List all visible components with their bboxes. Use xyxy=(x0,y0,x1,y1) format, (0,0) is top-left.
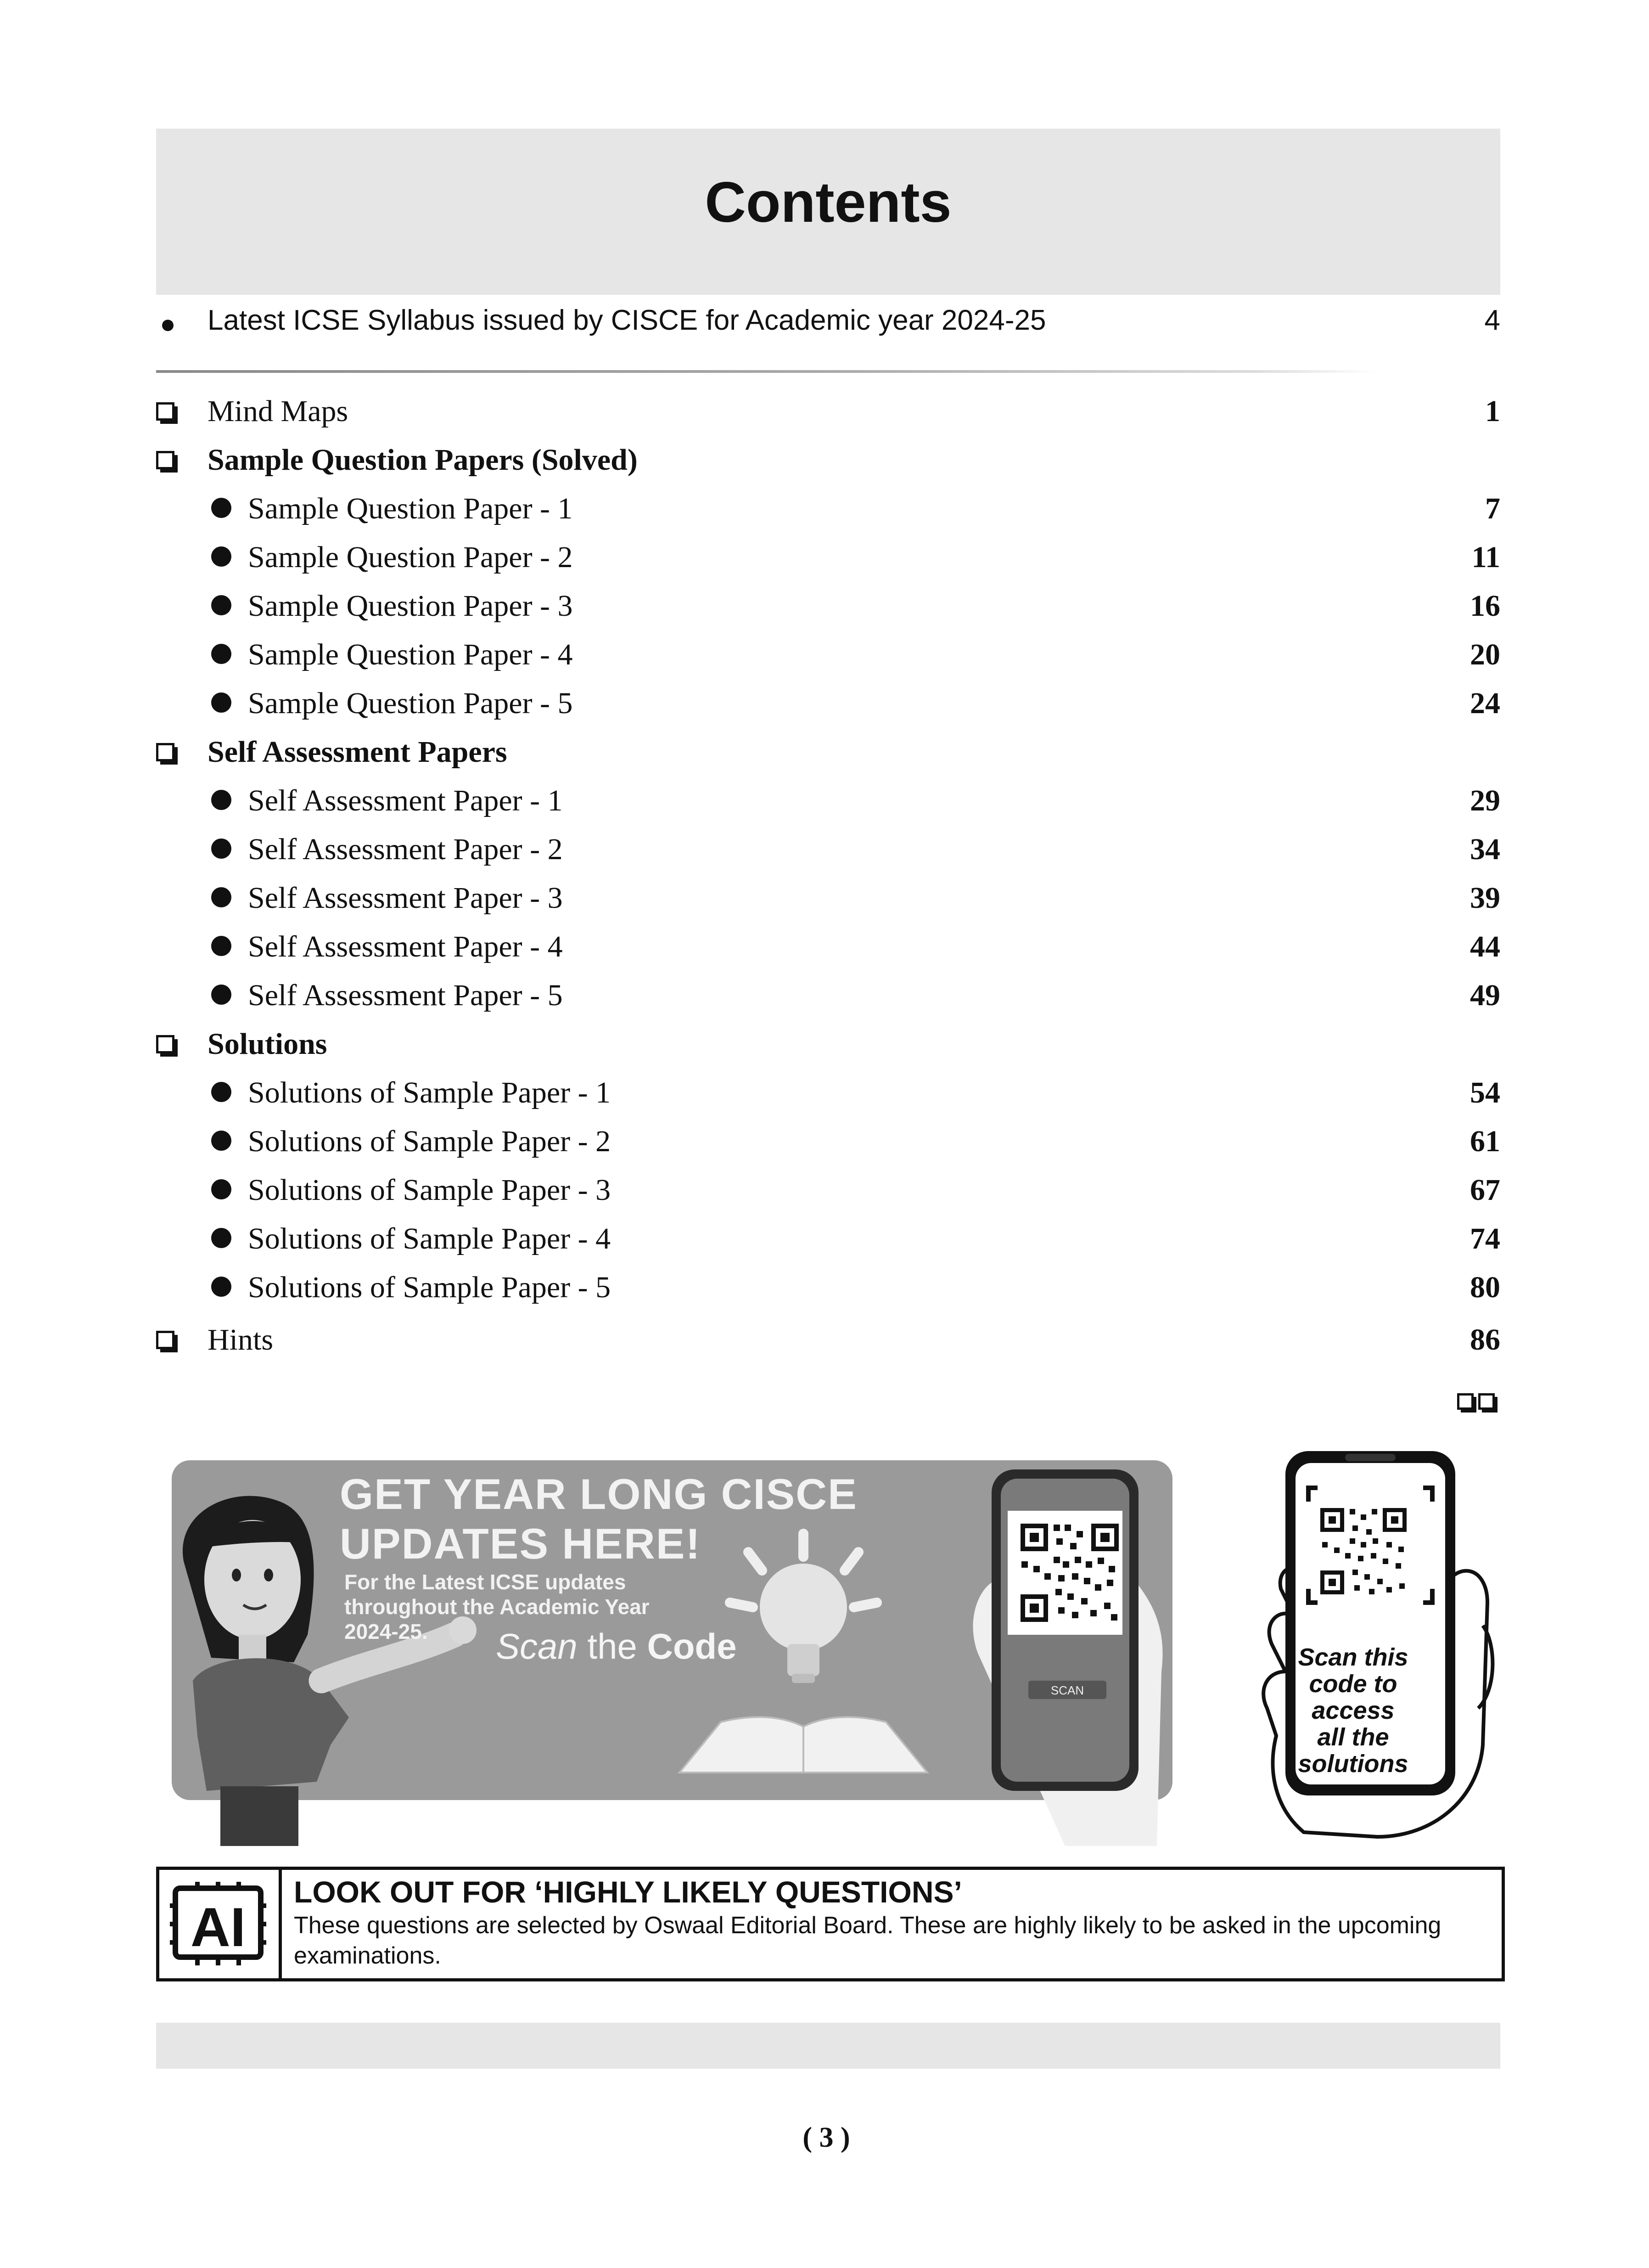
toc-page: 86 xyxy=(1470,1323,1500,1356)
checkbox-bullet-icon xyxy=(1457,1393,1474,1410)
toc-row[interactable] xyxy=(156,1221,1500,1267)
banner-subtitle-line: For the Latest ICSE updates xyxy=(344,1570,626,1594)
toc-page: 1 xyxy=(1485,394,1500,428)
toc-label: Sample Question Paper - 3 xyxy=(248,589,573,623)
toc-label: Self Assessment Papers xyxy=(208,735,507,769)
toc-page: 44 xyxy=(1470,930,1500,963)
toc-label: Solutions of Sample Paper - 3 xyxy=(248,1173,611,1207)
toc-page: 34 xyxy=(1470,833,1500,866)
scan-the-code-text xyxy=(496,1626,737,1667)
toc-label: Self Assessment Paper - 1 xyxy=(248,784,563,817)
toc-label: Self Assessment Paper - 2 xyxy=(248,833,563,866)
syllabus-page: 4 xyxy=(1484,304,1500,336)
toc-label: Sample Question Paper - 4 xyxy=(248,638,573,671)
end-of-list-marker xyxy=(1455,1390,1501,1413)
toc-row[interactable] xyxy=(156,491,1500,537)
phone-caption xyxy=(1272,1644,1435,1777)
toc-label: Hints xyxy=(208,1323,274,1356)
toc-page: 54 xyxy=(1470,1076,1500,1109)
phone-caption-line: solutions xyxy=(1298,1750,1408,1778)
round-bullet-icon xyxy=(211,1228,231,1248)
ai-logo-icon xyxy=(170,1878,266,1970)
the-word: the xyxy=(587,1626,637,1666)
scan-word: Scan xyxy=(496,1626,578,1666)
banner-title-line: GET YEAR LONG CISCE xyxy=(340,1470,858,1518)
checkbox-bullet-icon xyxy=(156,402,174,421)
qr-code-icon xyxy=(1318,1505,1409,1597)
page-title: Contents xyxy=(705,171,952,234)
round-bullet-icon xyxy=(211,790,231,810)
toc-row[interactable] xyxy=(156,540,1500,586)
round-bullet-icon xyxy=(211,1131,231,1151)
toc-label: Self Assessment Paper - 4 xyxy=(248,930,563,963)
phone-caption-line: Scan this xyxy=(1298,1643,1408,1671)
round-bullet-icon xyxy=(211,546,231,567)
round-bullet-icon xyxy=(211,644,231,664)
banner-subtitle-line: 2024-25. xyxy=(344,1620,428,1643)
toc-row[interactable] xyxy=(156,1270,1500,1316)
toc-label: Solutions xyxy=(208,1027,327,1061)
round-bullet-icon xyxy=(211,839,231,859)
toc-label: Solutions of Sample Paper - 4 xyxy=(248,1222,611,1255)
toc-row[interactable] xyxy=(156,394,1500,440)
round-bullet-icon xyxy=(211,1277,231,1297)
banner-subtitle-line: throughout the Academic Year xyxy=(344,1595,650,1619)
qr-code-icon xyxy=(1017,1520,1122,1626)
toc-label: Mind Maps xyxy=(208,394,348,428)
toc-page: 7 xyxy=(1485,492,1500,525)
toc-page: 61 xyxy=(1470,1125,1500,1158)
toc-row[interactable] xyxy=(156,978,1500,1024)
toc-label: Sample Question Paper - 2 xyxy=(248,540,573,574)
toc-page: 39 xyxy=(1470,881,1500,915)
round-bullet-icon xyxy=(211,692,231,713)
note-heading: LOOK OUT FOR ‘HIGHLY LIKELY QUESTIONS’ xyxy=(294,1875,962,1909)
toc-page: 16 xyxy=(1470,589,1500,623)
toc-page: 74 xyxy=(1470,1222,1500,1255)
toc-label: Sample Question Paper - 5 xyxy=(248,687,573,720)
toc-row[interactable] xyxy=(156,1075,1500,1121)
toc-row[interactable] xyxy=(156,735,1500,781)
toc-page: 24 xyxy=(1470,687,1500,720)
toc-row[interactable] xyxy=(156,1173,1500,1219)
toc-page: 80 xyxy=(1470,1271,1500,1304)
toc-row[interactable] xyxy=(156,1027,1500,1073)
phone-caption-line: all the xyxy=(1317,1723,1389,1751)
checkbox-bullet-icon xyxy=(156,1035,174,1053)
round-bullet-icon xyxy=(211,936,231,956)
phone-caption-line: code to xyxy=(1309,1670,1397,1698)
toc-label: Solutions of Sample Paper - 5 xyxy=(248,1271,611,1304)
phone-caption-line: access xyxy=(1312,1697,1395,1724)
toc-page: 20 xyxy=(1470,638,1500,671)
checkbox-bullet-icon xyxy=(156,743,174,761)
checkbox-bullet-icon xyxy=(156,1331,174,1349)
footer-band xyxy=(156,2023,1500,2069)
toc-label: Sample Question Paper - 1 xyxy=(248,492,573,525)
checkbox-bullet-icon xyxy=(156,451,174,469)
toc-page: 67 xyxy=(1470,1173,1500,1207)
toc-row[interactable] xyxy=(156,637,1500,683)
toc-page: 29 xyxy=(1470,784,1500,817)
round-bullet-icon xyxy=(211,498,231,518)
toc-row[interactable] xyxy=(156,929,1500,975)
toc-row[interactable] xyxy=(156,443,1500,489)
toc-label: Self Assessment Paper - 3 xyxy=(248,881,563,915)
toc-row[interactable] xyxy=(156,686,1500,732)
checkbox-bullet-icon xyxy=(1478,1393,1495,1410)
note-divider xyxy=(279,1867,282,1981)
page-number: ( 3 ) xyxy=(802,2122,850,2153)
divider-line xyxy=(156,370,1377,373)
toc-page: 11 xyxy=(1471,540,1500,574)
code-word: Code xyxy=(647,1626,737,1666)
toc-row[interactable] xyxy=(156,832,1500,878)
round-bullet-icon xyxy=(211,1082,231,1102)
toc-page: 49 xyxy=(1470,979,1500,1012)
toc-label: Solutions of Sample Paper - 1 xyxy=(248,1076,611,1109)
round-bullet-icon xyxy=(211,1179,231,1199)
toc-row[interactable] xyxy=(156,783,1500,829)
toc-row[interactable] xyxy=(156,1323,1500,1368)
toc-label: Solutions of Sample Paper - 2 xyxy=(248,1125,611,1158)
toc-label: Sample Question Papers (Solved) xyxy=(208,443,638,477)
round-bullet-icon xyxy=(211,595,231,615)
banner-title xyxy=(340,1469,858,1569)
toc-row[interactable] xyxy=(156,589,1500,635)
note-text: These questions are selected by Oswaal Editorial Board. These are highly likely to be asked in the upcoming examinations. xyxy=(294,1912,1441,1969)
scan-button-label: SCAN xyxy=(1050,1683,1084,1697)
ai-logo-text: AI xyxy=(191,1897,246,1958)
syllabus-label: Latest ICSE Syllabus issued by CISCE for Academic year 2024-25 xyxy=(208,304,1046,336)
round-bullet-icon xyxy=(211,985,231,1005)
toc-row[interactable] xyxy=(156,881,1500,927)
banner-title-line: UPDATES HERE! xyxy=(340,1520,701,1568)
toc-row[interactable] xyxy=(156,1124,1500,1170)
toc-label: Self Assessment Paper - 5 xyxy=(248,979,563,1012)
round-bullet-icon xyxy=(211,887,231,907)
open-book-icon xyxy=(679,1717,927,1773)
round-bullet-icon: ● xyxy=(160,309,176,339)
syllabus-row xyxy=(156,303,1500,344)
